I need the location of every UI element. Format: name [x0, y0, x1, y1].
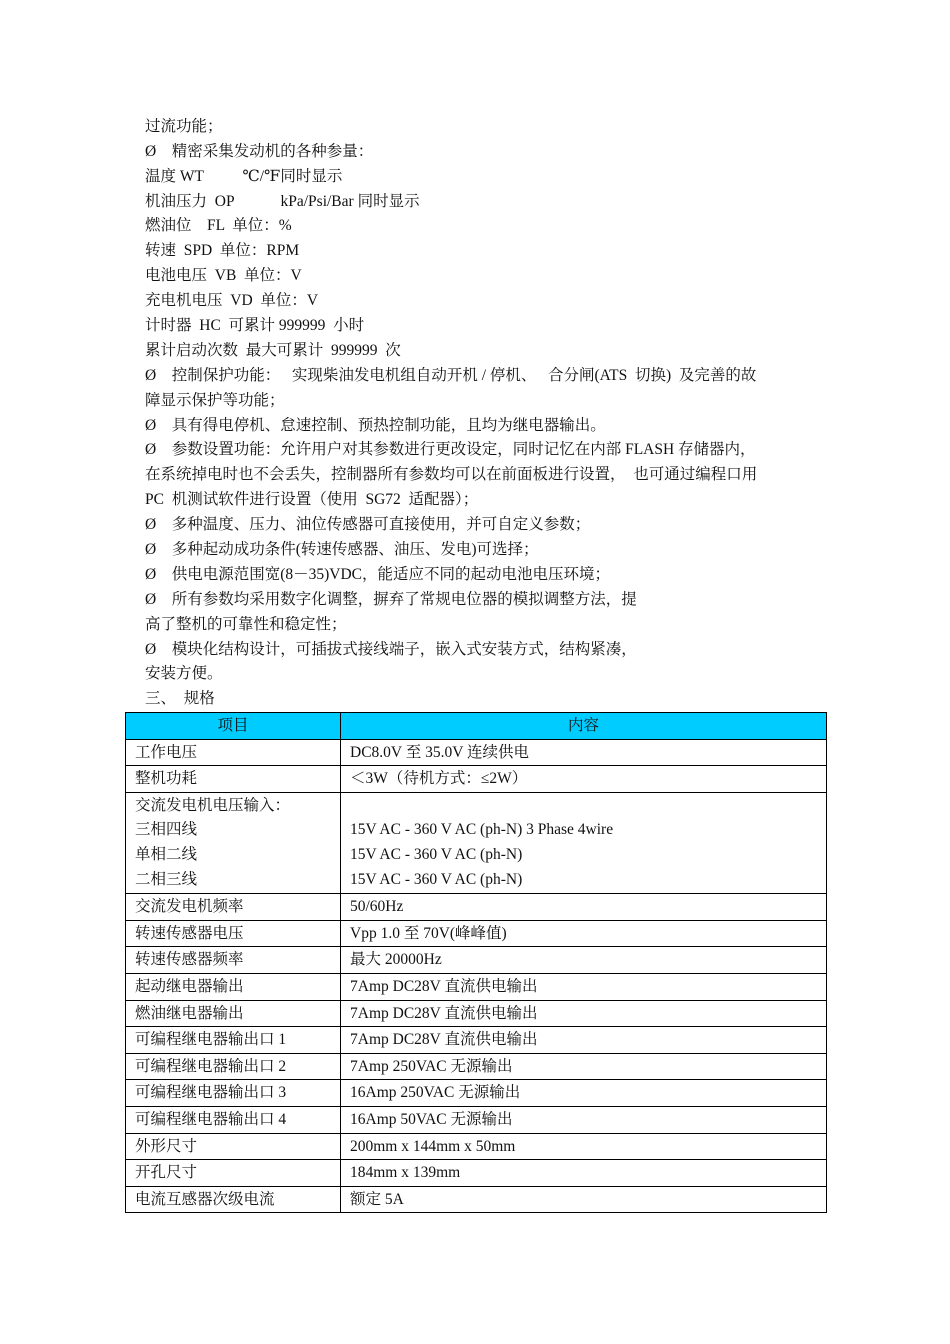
text-line: 安装方便。 — [145, 665, 223, 682]
spec-value: 7Amp DC28V 直流供电输出 — [341, 1027, 827, 1054]
spec-label: 可编程继电器输出口 4 — [126, 1106, 341, 1133]
spec-label: 开孔尺寸 — [126, 1160, 341, 1187]
spec-value-group — [341, 792, 827, 893]
spec-value: 最大 20000Hz — [341, 947, 827, 974]
table-row — [126, 947, 827, 974]
spec-label: 单相二线 — [135, 845, 198, 863]
spec-label: 整机功耗 — [126, 766, 341, 793]
spec-value: 200mm x 144mm x 50mm — [341, 1133, 827, 1160]
spec-value: 额定 5A — [341, 1186, 827, 1213]
spec-value: 184mm x 139mm — [341, 1160, 827, 1187]
table-row — [126, 1080, 827, 1107]
table-row — [126, 1027, 827, 1054]
spec-value: 7Amp 250VAC 无源输出 — [341, 1053, 827, 1080]
spec-label: 可编程继电器输出口 2 — [126, 1053, 341, 1080]
column-header-item: 项目 — [126, 713, 341, 740]
table-row — [126, 1106, 827, 1133]
table-row — [126, 766, 827, 793]
text-line: 计时器 HC 可累计 999999 小时 — [145, 317, 365, 334]
text-line: 过流功能； — [145, 118, 223, 135]
spec-value: 7Amp DC28V 直流供电输出 — [341, 973, 827, 1000]
table-header-row — [126, 713, 827, 740]
spec-label: 转速传感器电压 — [126, 920, 341, 947]
text-line: 充电机电压 VD 单位：V — [145, 292, 319, 309]
table-row — [126, 1186, 827, 1213]
bullet-line: Ø 精密采集发动机的各种参量： — [145, 143, 374, 160]
spec-label-group — [126, 792, 341, 893]
bullet-line: Ø 多种起动成功条件(转速传感器、油压、发电)可选择； — [145, 541, 539, 558]
table-row-ac-input — [126, 792, 827, 893]
spec-label: 三相四线 — [135, 821, 198, 839]
spec-value: 15V AC - 360 V AC (ph-N) — [350, 870, 523, 888]
table-row — [126, 920, 827, 947]
spec-value: Vpp 1.0 至 70V(峰峰值) — [341, 920, 827, 947]
bullet-line: Ø 多种温度、压力、油位传感器可直接使用，并可自定义参数； — [145, 516, 591, 533]
table-row — [126, 1000, 827, 1027]
bullet-line: Ø 供电电源范围宽(8－35)VDC，能适应不同的起动电池电压环境； — [145, 566, 610, 583]
spec-label: 可编程继电器输出口 3 — [126, 1080, 341, 1107]
spec-label: 起动继电器输出 — [126, 973, 341, 1000]
text-line: 机油压力 OP kPa/Psi/Bar 同时显示 — [145, 193, 420, 210]
section-heading: 三、 规格 — [145, 690, 215, 707]
spec-value — [350, 794, 826, 819]
bullet-line: Ø 具有得电停机、怠速控制、预热控制功能，且均为继电器输出。 — [145, 417, 606, 434]
spec-label: 转速传感器频率 — [126, 947, 341, 974]
text-line: 温度 WT ℃/℉同时显示 — [145, 168, 343, 185]
spec-label: 外形尺寸 — [126, 1133, 341, 1160]
table-row — [126, 1160, 827, 1187]
spec-value: 15V AC - 360 V AC (ph-N) — [350, 845, 523, 863]
spec-value: 50/60Hz — [341, 894, 827, 921]
spec-value: 7Amp DC28V 直流供电输出 — [341, 1000, 827, 1027]
text-line: 在系统掉电时也不会丢失，控制器所有参数均可以在前面板进行设置， 也可通过编程口用 — [145, 466, 758, 483]
text-line: 高了整机的可靠性和稳定性； — [145, 616, 347, 633]
spec-label: 交流发电机频率 — [126, 894, 341, 921]
spec-value: DC8.0V 至 35.0V 连续供电 — [341, 739, 827, 766]
bullet-line: Ø 控制保护功能： 实现柴油发电机组自动开机 / 停机、 合分闸(ATS 切换) 及完善的故 — [145, 367, 757, 384]
text-line: 电池电压 VB 单位：V — [145, 267, 302, 284]
spec-label: 二相三线 — [135, 870, 198, 888]
table-row — [126, 894, 827, 921]
spec-label: 工作电压 — [126, 739, 341, 766]
text-line: 燃油位 FL 单位：% — [145, 217, 292, 234]
text-line: 转速 SPD 单位：RPM — [145, 242, 300, 259]
table-row — [126, 1053, 827, 1080]
spec-label: 交流发电机电压输入： — [135, 796, 291, 814]
spec-value: 16Amp 250VAC 无源输出 — [341, 1080, 827, 1107]
spec-label: 电流互感器次级电流 — [126, 1186, 341, 1213]
text-line: 累计启动次数 最大可累计 999999 次 — [145, 342, 401, 359]
spec-label: 可编程继电器输出口 1 — [126, 1027, 341, 1054]
spec-value: 16Amp 50VAC 无源输出 — [341, 1106, 827, 1133]
table-row — [126, 973, 827, 1000]
table-row — [126, 1133, 827, 1160]
table-row — [126, 739, 827, 766]
spec-value: ＜3W（待机方式：≤2W） — [341, 766, 827, 793]
spec-value: 15V AC - 360 V AC (ph-N) 3 Phase 4wire — [350, 821, 614, 839]
spec-table — [125, 712, 827, 1213]
bullet-line: Ø 所有参数均采用数字化调整，摒弃了常规电位器的模拟调整方法，提 — [145, 591, 637, 608]
bullet-line: Ø 模块化结构设计，可插拔式接线端子，嵌入式安装方式，结构紧凑， — [145, 641, 637, 658]
spec-label: 燃油继电器输出 — [126, 1000, 341, 1027]
text-line: 障显示保护等功能； — [145, 392, 285, 409]
column-header-content: 内容 — [341, 713, 827, 740]
bullet-line: Ø 参数设置功能：允许用户对其参数进行更改设定，同时记忆在内部 FLASH 存储器内， — [145, 441, 756, 458]
text-line: PC 机测试软件进行设置（使用 SG72 适配器）； — [145, 491, 479, 508]
